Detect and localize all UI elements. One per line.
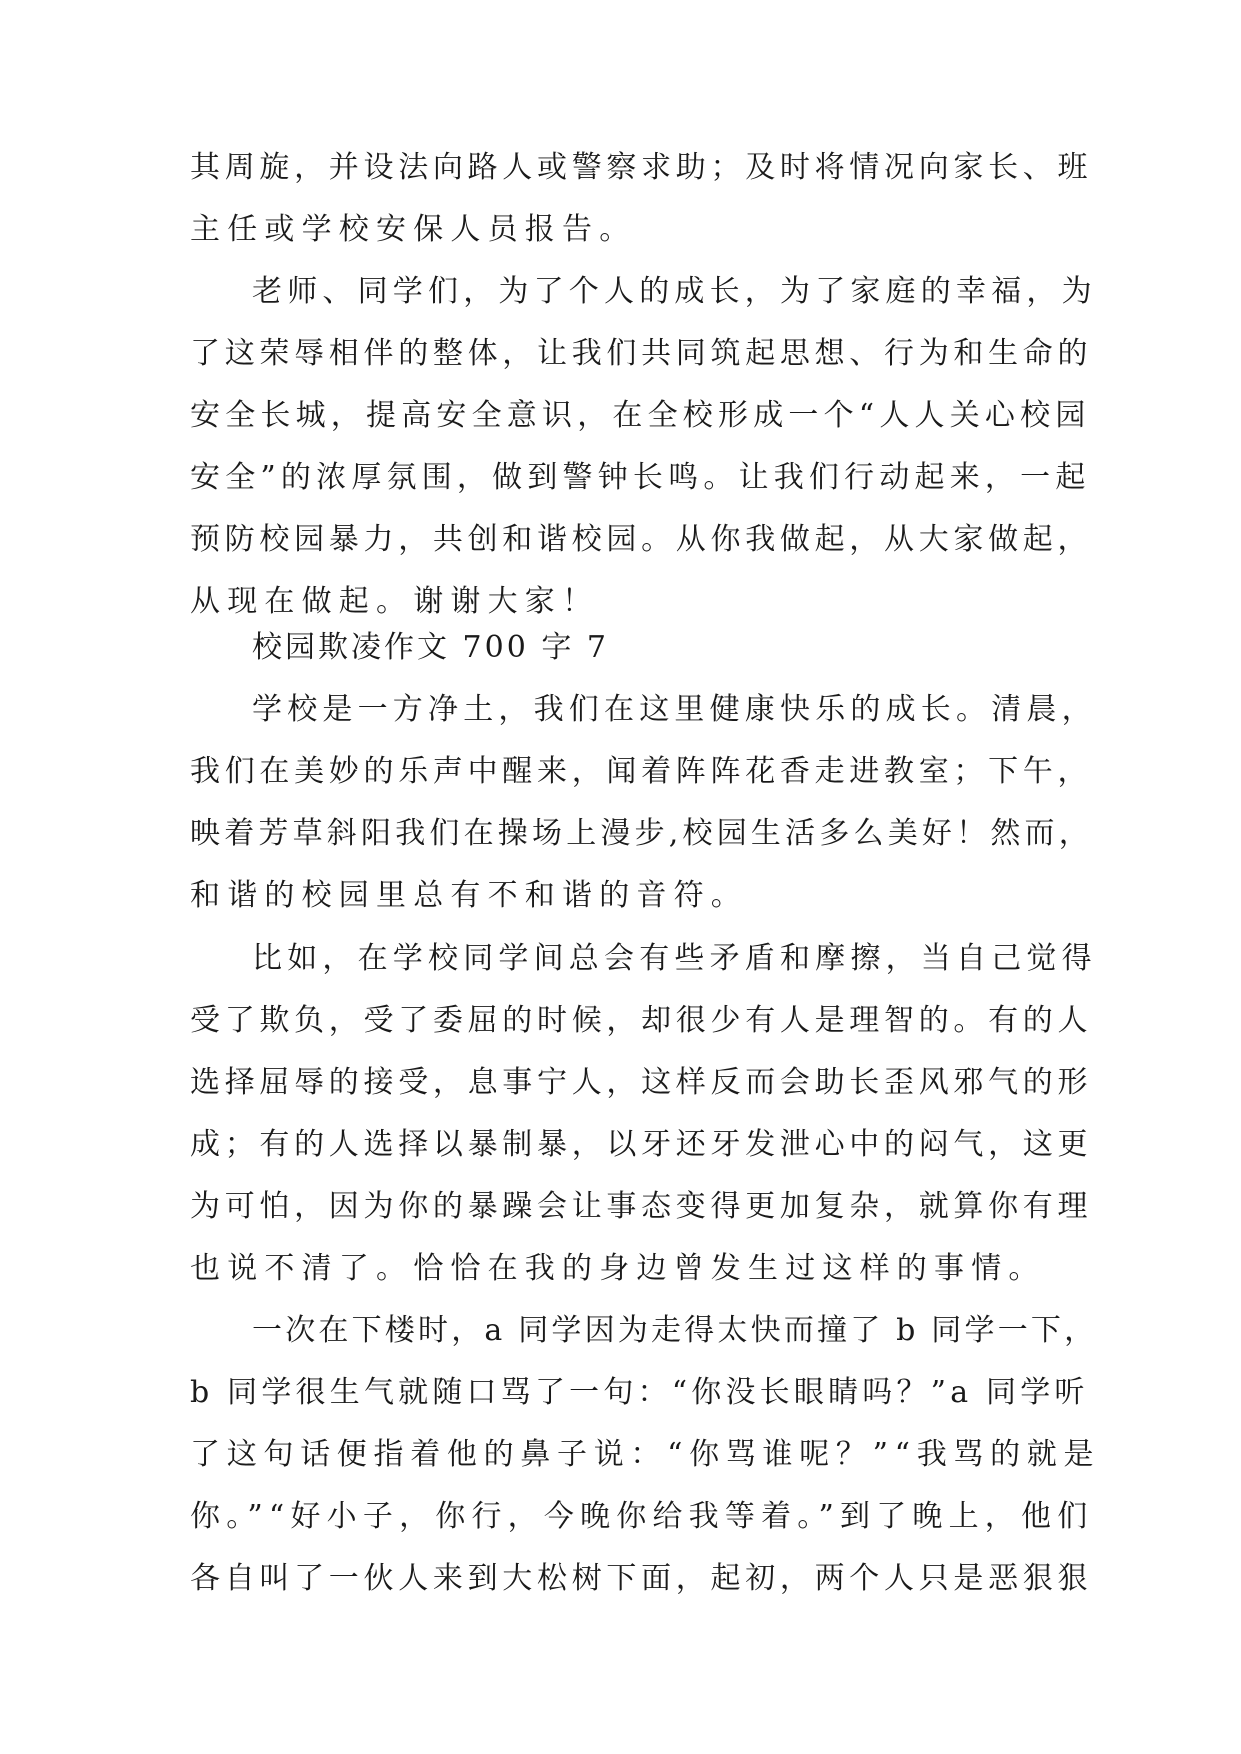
paragraph-line: 受了欺负，受了委屈的时候，却很少有人是理智的。有的人 <box>190 1003 1093 1038</box>
paragraph-line: 我们在美妙的乐声中醒来，闻着阵阵花香走进教室；下午， <box>190 754 1093 789</box>
section-heading: 校园欺凌作文 700 字 7 <box>252 630 609 665</box>
paragraph-line: 从现在做起。谢谢大家！ <box>190 584 600 619</box>
paragraph-line: 一次在下楼时，a 同学因为走得太快而撞了 b 同学一下， <box>252 1313 1098 1348</box>
paragraph-line: 映着芳草斜阳我们在操场上漫步,校园生活多么美好！然而， <box>190 816 1093 851</box>
paragraph-line: 比如，在学校同学间总会有些矛盾和摩擦，当自己觉得 <box>252 941 1097 976</box>
paragraph-line: 老师、同学们，为了个人的成长，为了家庭的幸福，为 <box>252 274 1097 309</box>
paragraph-line: 主任或学校安保人员报告。 <box>190 212 637 247</box>
paragraph-line: b 同学很生气就随口骂了一句：“你没长眼睛吗？”a 同学听 <box>190 1375 1089 1410</box>
paragraph-line: 和谐的校园里总有不和谐的音符。 <box>190 878 748 913</box>
paragraph-line: 你。”“好小子，你行，今晚你给我等着。”到了晚上，他们 <box>190 1499 1094 1534</box>
paragraph-line: 也说不清了。恰恰在我的身边曾发生过这样的事情。 <box>190 1251 1046 1286</box>
paragraph-line: 选择屈辱的接受，息事宁人，这样反而会助长歪风邪气的形 <box>190 1065 1093 1100</box>
paragraph-line: 成；有的人选择以暴制暴，以牙还牙发泄心中的闷气，这更 <box>190 1127 1093 1162</box>
paragraph-line: 安全长城，提高安全意识，在全校形成一个“人人关心校园 <box>190 398 1091 433</box>
paragraph-line: 了这句话便指着他的鼻子说：“你骂谁呢？”“我骂的就是 <box>190 1437 1101 1472</box>
paragraph-line: 其周旋，并设法向路人或警察求助；及时将情况向家长、班 <box>190 150 1093 185</box>
paragraph-line: 预防校园暴力，共创和谐校园。从你我做起，从大家做起， <box>190 522 1093 557</box>
paragraph-line: 为可怕，因为你的暴躁会让事态变得更加复杂，就算你有理 <box>190 1189 1093 1224</box>
paragraph-line: 各自叫了一伙人来到大松树下面，起初，两个人只是恶狠狠 <box>190 1561 1093 1596</box>
paragraph-line: 学校是一方净土，我们在这里健康快乐的成长。清晨， <box>252 692 1097 727</box>
paragraph-line: 安全”的浓厚氛围，做到警钟长鸣。让我们行动起来，一起 <box>190 460 1091 495</box>
paragraph-line: 了这荣辱相伴的整体，让我们共同筑起思想、行为和生命的 <box>190 336 1093 371</box>
